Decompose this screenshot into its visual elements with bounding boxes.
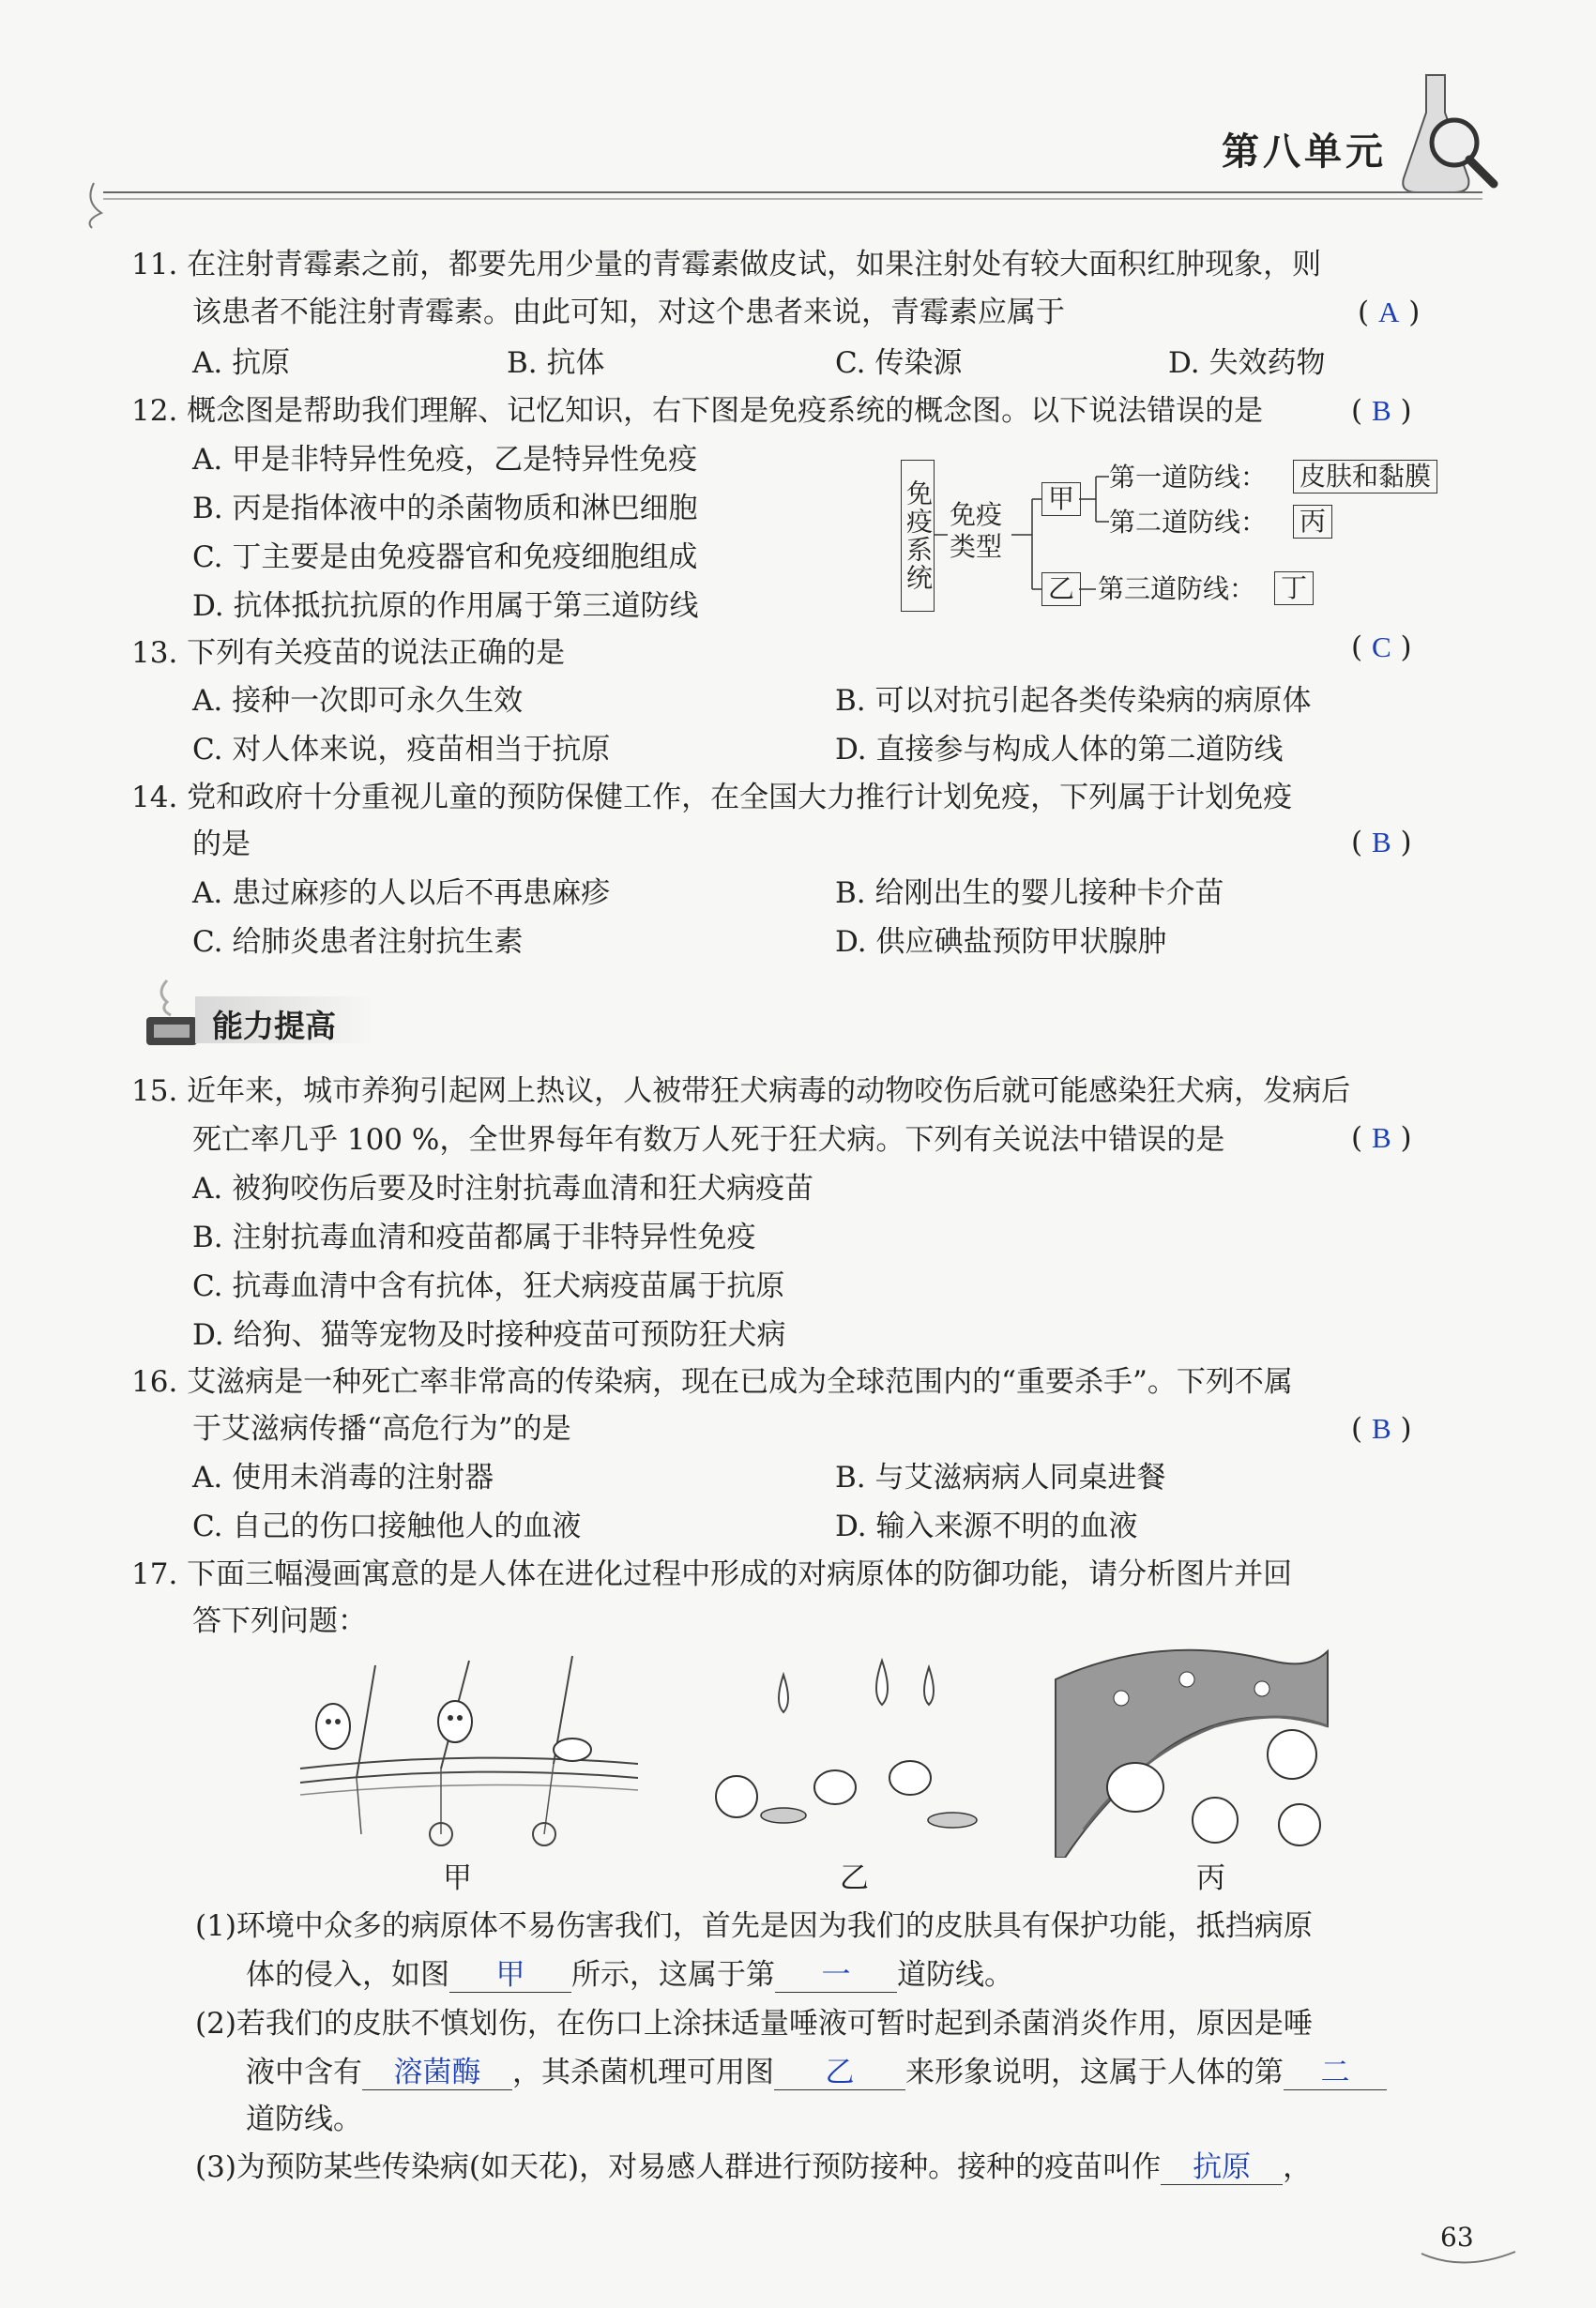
header-rule xyxy=(66,174,1511,230)
q17-sub1-line2 xyxy=(246,1956,1013,1994)
q17-sub1-post: 道防线。 xyxy=(897,1958,1013,1992)
q12-answer-bracket: ( B ) xyxy=(1351,394,1412,428)
diagram-type-label: 免疫类型 xyxy=(950,499,1003,562)
q14-answer: B xyxy=(1371,826,1391,858)
q16-answer: B xyxy=(1371,1412,1391,1445)
q12-option-b: B. 丙是指体液中的杀菌物质和淋巴细胞 xyxy=(192,492,698,525)
q17-sub2-mid2: 来形象说明，这属于人体的第 xyxy=(905,2056,1284,2089)
q17-sub3-blank1[interactable]: 抗原 xyxy=(1161,2150,1283,2185)
q17-sub2-line2 xyxy=(246,2054,1387,2091)
q16-option-d: D. 输入来源不明的血液 xyxy=(835,1510,1138,1543)
diagram-yi-box: 乙 xyxy=(1041,572,1081,606)
q11-option-b: B. 抗体 xyxy=(507,346,605,380)
q15-line2: 死亡率几乎 100 %，全世界每年有数万人死于狂犬病。下列有关说法中错误的是 xyxy=(192,1123,1225,1157)
q11-line1: 11. 在注射青霉素之前，都要先用少量的青霉素做皮试，如果注射处有较大面积红肿现象，则 xyxy=(131,248,1322,281)
cartoon-yi-saliva-lysozyme xyxy=(694,1647,1004,1853)
q15-option-b: B. 注射抗毒血清和疫苗都属于非特异性免疫 xyxy=(192,1221,756,1254)
q11-line2: 该患者不能注射青霉素。由此可知，对这个患者来说，青霉素应属于 xyxy=(192,296,1065,329)
q17-sub3-line xyxy=(195,2149,1312,2186)
q13-option-b: B. 可以对抗引起各类传染病的病原体 xyxy=(835,684,1312,718)
q16-option-b: B. 与艾滋病病人同桌进餐 xyxy=(835,1461,1166,1495)
q13-option-a: A. 接种一次即可永久生效 xyxy=(192,684,524,718)
q15-option-c: C. 抗毒血清中含有抗体，狂犬病疫苗属于抗原 xyxy=(192,1269,785,1303)
q17-sub3-post: ， xyxy=(1283,2150,1313,2184)
q16-option-a: A. 使用未消毒的注射器 xyxy=(192,1461,494,1495)
q12-answer: B xyxy=(1371,394,1391,427)
caption-bing: 丙 xyxy=(1196,1861,1225,1895)
diagram-root-box: 免疫系统 xyxy=(901,460,935,612)
q13-answer: C xyxy=(1371,630,1391,663)
diagram-jia-box: 甲 xyxy=(1041,482,1081,516)
q11-option-a: A. 抗原 xyxy=(192,346,291,380)
q13-option-d: D. 直接参与构成人体的第二道防线 xyxy=(835,733,1284,767)
q11-answer: A xyxy=(1377,296,1400,328)
immune-concept-diagram xyxy=(901,460,1464,619)
q16-line2: 于艾滋病传播“高危行为”的是 xyxy=(192,1412,571,1446)
q13-option-c: C. 对人体来说，疫苗相当于抗原 xyxy=(192,733,611,767)
diagram-line3-label: 第三道防线： xyxy=(1098,573,1256,604)
q13-stem: 13. 下列有关疫苗的说法正确的是 xyxy=(131,636,566,670)
diagram-line3-box: 丁 xyxy=(1274,571,1314,605)
q14-answer-bracket: ( B ) xyxy=(1351,826,1412,859)
q17-sub1-blank1[interactable]: 甲 xyxy=(449,1958,571,1993)
q15-option-d: D. 给狗、猫等宠物及时接种疫苗可预防狂犬病 xyxy=(192,1318,786,1352)
cartoon-bing-phagocyte xyxy=(1046,1642,1365,1858)
q17-sub2-line1: (2)若我们的皮肤不慎划伤，在伤口上涂抹适量唾液可暂时起到杀菌消炎作用，原因是唾 xyxy=(195,2007,1313,2041)
diagram-line1-label: 第一道防线： xyxy=(1109,462,1268,493)
q15-answer: B xyxy=(1371,1121,1391,1154)
q17-sub1-blank2[interactable]: 一 xyxy=(775,1958,897,1993)
q12-stem: 12. 概念图是帮助我们理解、记忆知识，右下图是免疫系统的概念图。以下说法错误的是 xyxy=(131,394,1264,428)
q17-sub3-pre: (3)为预防某些传染病(如天花)，对易感人群进行预防接种。接种的疫苗叫作 xyxy=(195,2150,1162,2184)
q13-answer-bracket: ( C ) xyxy=(1351,630,1412,664)
diagram-line2-box: 丙 xyxy=(1293,505,1332,539)
q14-option-a: A. 患过麻疹的人以后不再患麻疹 xyxy=(192,876,611,910)
section-title: 能力提高 xyxy=(212,1008,336,1044)
caption-yi: 乙 xyxy=(840,1861,869,1895)
q17-line1: 17. 下面三幅漫画寓意的是人体在进化过程中形成的对病原体的防御功能，请分析图片并回 xyxy=(131,1557,1293,1591)
q11-option-d: D. 失效药物 xyxy=(1168,346,1326,380)
q14-option-c: C. 给肺炎患者注射抗生素 xyxy=(192,925,524,959)
q17-sub2-blank2[interactable]: 乙 xyxy=(774,2056,905,2090)
q11-option-c: C. 传染源 xyxy=(835,346,963,380)
q11-answer-bracket: ( A ) xyxy=(1358,296,1421,329)
q16-option-c: C. 自己的伤口接触他人的血液 xyxy=(192,1510,582,1543)
q17-line2: 答下列问题： xyxy=(192,1604,367,1638)
diagram-line2-label: 第二道防线： xyxy=(1109,507,1268,538)
q17-sub2-blank1[interactable]: 溶菌酶 xyxy=(362,2056,512,2090)
q15-line1: 15. 近年来，城市养狗引起网上热议，人被带狂犬病毒的动物咬伤后就可能感染狂犬病，发病后 xyxy=(131,1074,1351,1108)
q15-option-a: A. 被狗咬伤后要及时注射抗毒血清和狂犬病疫苗 xyxy=(192,1172,814,1206)
q15-answer-bracket: ( B ) xyxy=(1351,1121,1412,1155)
q17-sub2-line3: 道防线。 xyxy=(246,2103,362,2136)
section-heading xyxy=(139,976,383,1051)
q14-line1: 14. 党和政府十分重视儿童的预防保健工作，在全国大力推行计划免疫，下列属于计划免疫 xyxy=(131,781,1293,814)
q17-sub2-pre: 液中含有 xyxy=(246,2056,362,2089)
q16-line1: 16. 艾滋病是一种死亡率非常高的传染病，现在已成为全球范围内的“重要杀手”。下列不属 xyxy=(131,1365,1293,1399)
unit-title: 第八单元 xyxy=(1222,129,1387,174)
q14-line2: 的是 xyxy=(192,828,251,861)
q14-option-d: D. 供应碘盐预防甲状腺肿 xyxy=(835,925,1167,959)
q14-option-b: B. 给刚出生的婴儿接种卡介苗 xyxy=(835,876,1224,910)
cartoon-jia-skin-barrier xyxy=(291,1647,647,1853)
q16-answer-bracket: ( B ) xyxy=(1351,1412,1412,1446)
q17-sub1-line1: (1)环境中众多的病原体不易伤害我们，首先是因为我们的皮肤具有保护功能，抵挡病原 xyxy=(195,1909,1313,1943)
caption-jia: 甲 xyxy=(443,1861,472,1895)
q17-sub2-blank3[interactable]: 二 xyxy=(1284,2056,1387,2090)
q12-option-d: D. 抗体抵抗抗原的作用属于第三道防线 xyxy=(192,589,699,623)
page-number-swoosh xyxy=(1417,2244,1520,2272)
q12-option-c: C. 丁主要是由免疫器官和免疫细胞组成 xyxy=(192,540,698,574)
diagram-line1-box: 皮肤和黏膜 xyxy=(1293,460,1437,493)
q12-option-a: A. 甲是非特异性免疫，乙是特异性免疫 xyxy=(192,443,698,477)
q17-sub2-mid: ，其杀菌机理可用图 xyxy=(512,2056,774,2089)
q17-sub1-mid: 所示，这属于第 xyxy=(571,1958,775,1992)
page-number: 63 xyxy=(1440,2222,1474,2253)
q17-sub1-pre: 体的侵入，如图 xyxy=(246,1958,449,1992)
